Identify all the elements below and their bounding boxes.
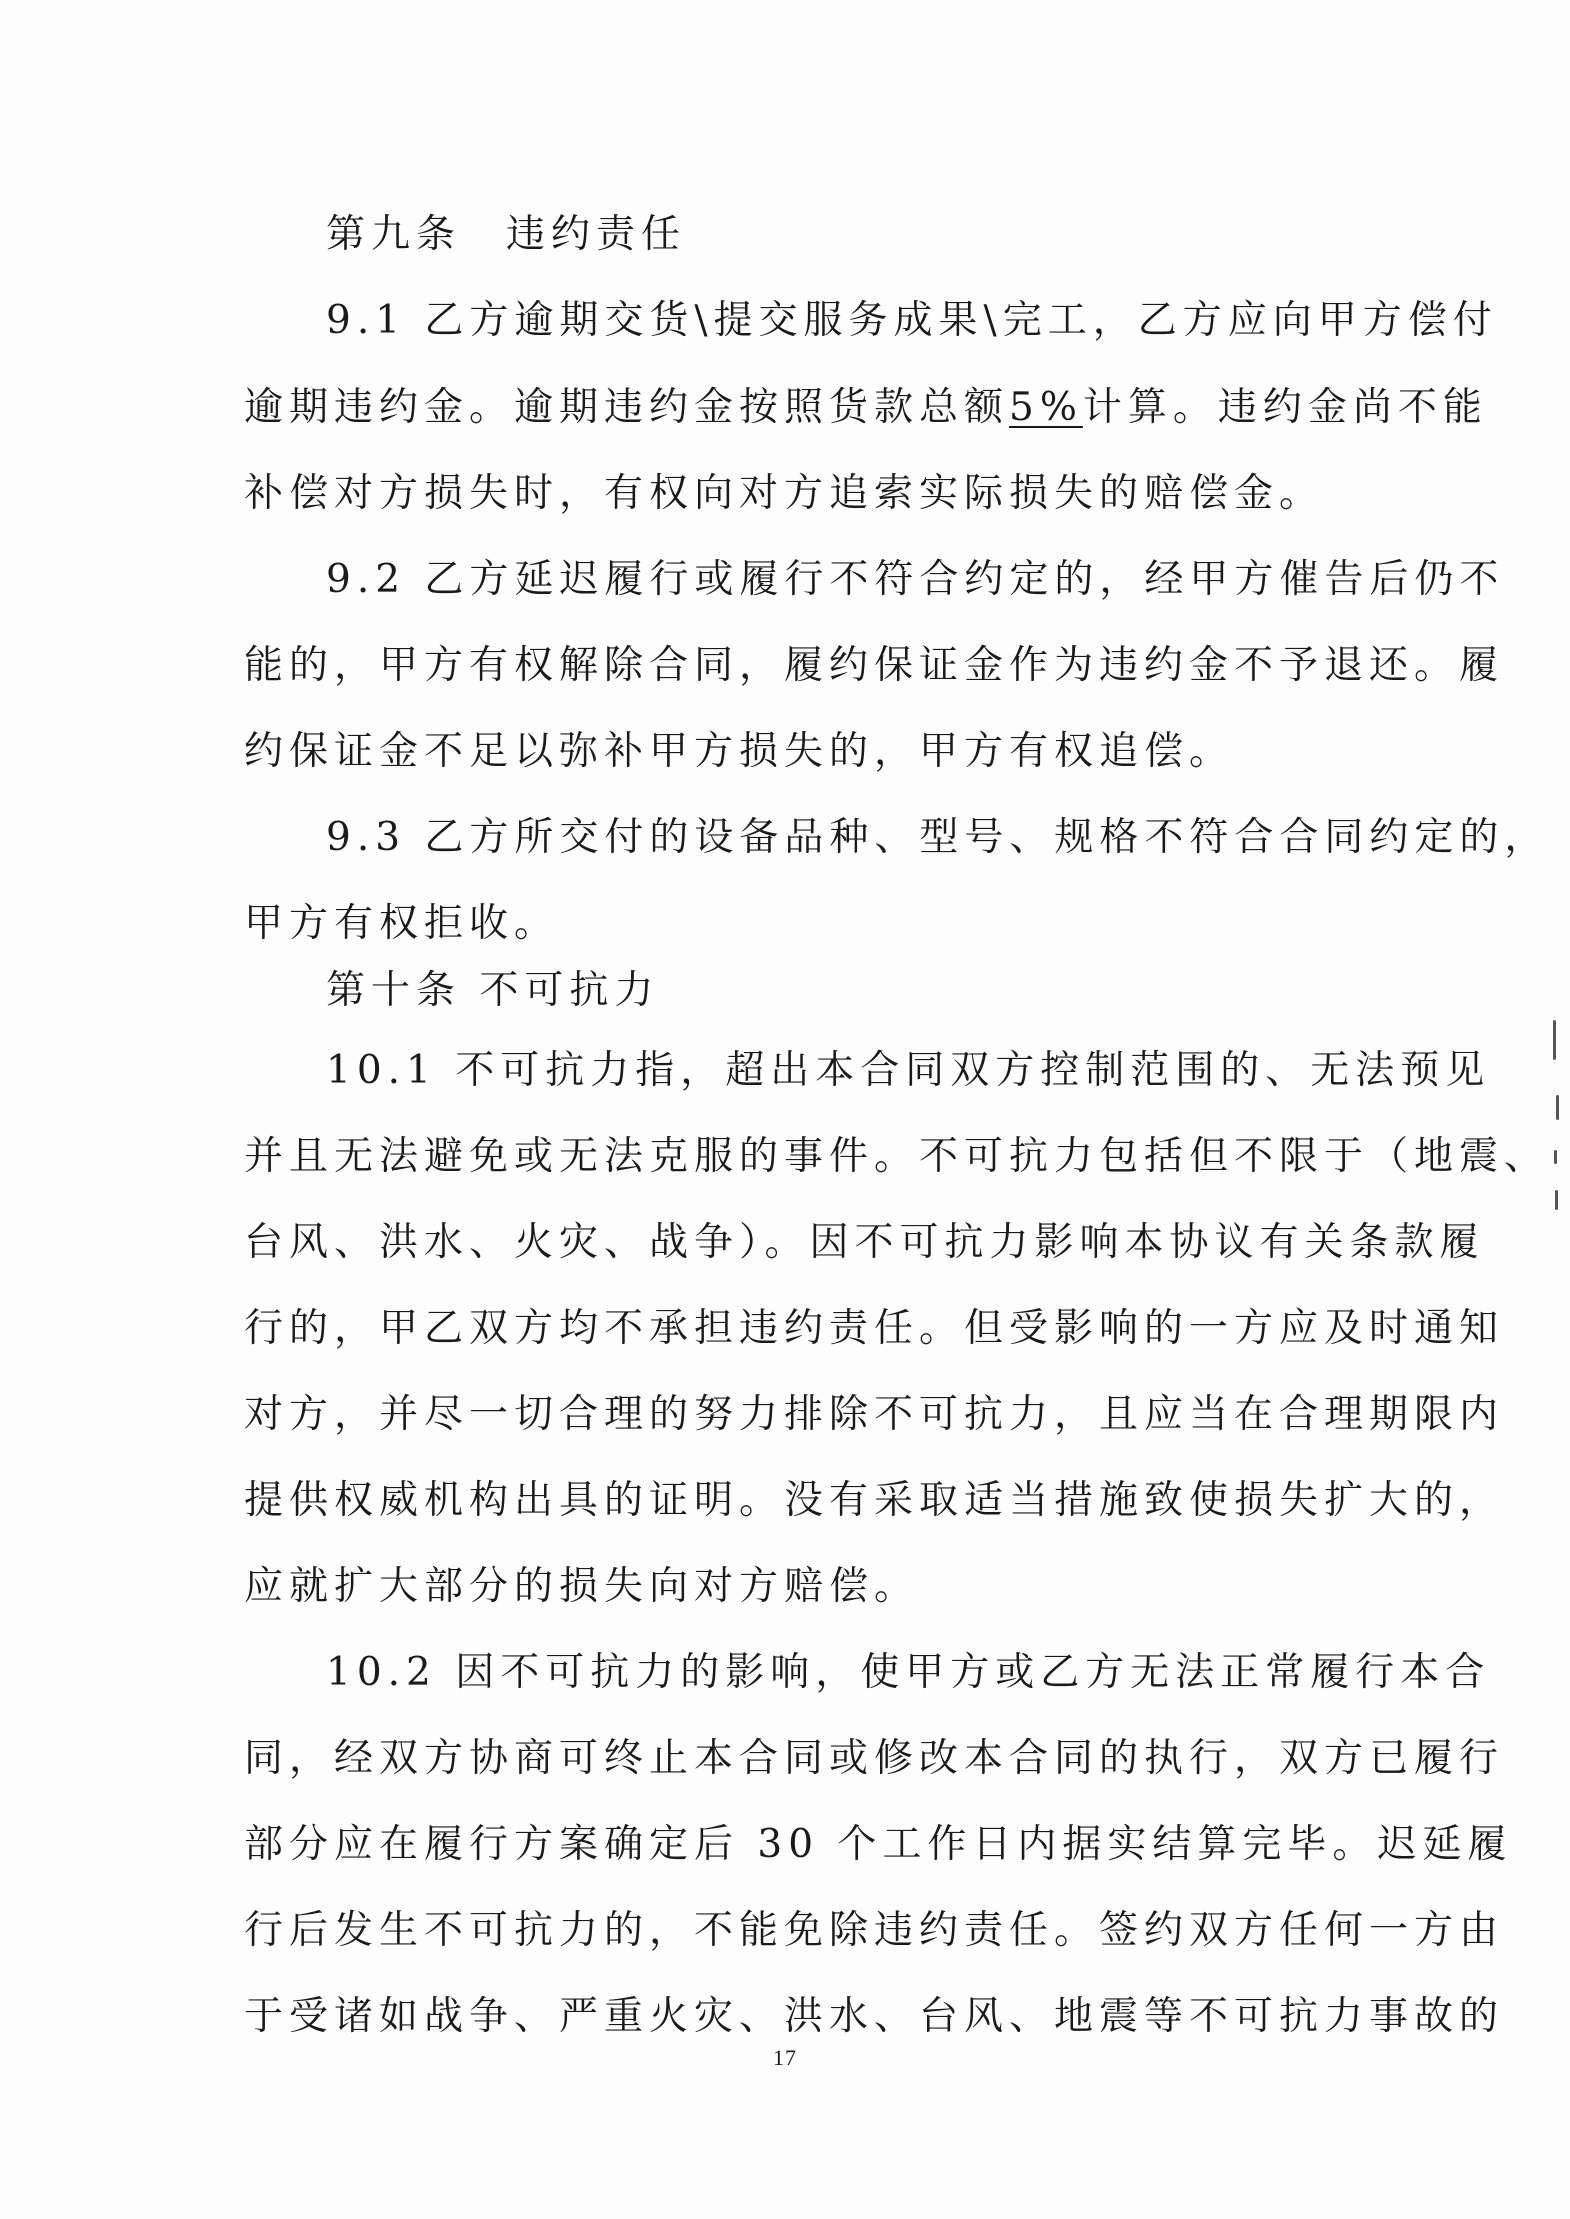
scan-artifact-mark (1555, 1190, 1558, 1210)
clause-10-1-line-2 (244, 1132, 1549, 1182)
text-line: 10.2 因不可抗力的影响，使甲方或乙方无法正常履行本合 (326, 1650, 1491, 1695)
clause-10-1-line-3 (244, 1218, 1485, 1268)
text-line: 计算。违约金尚不能 (1082, 385, 1488, 430)
text-line: 补偿对方损失时，有权向对方追索实际损失的赔偿金。 (244, 471, 1325, 516)
clause-10-1-line-1 (326, 1046, 1490, 1096)
clause-10-2-line-4 (244, 1906, 1504, 1956)
text-line: 行的，甲乙双方均不承担违约责任。但受影响的一方应及时通知 (244, 1306, 1505, 1351)
clause-10-1-line-4 (244, 1304, 1504, 1354)
clause-9-3-line-2 (244, 899, 559, 949)
section-10-heading (326, 966, 659, 1016)
clause-9-1-line-2 (244, 383, 1488, 433)
clause-10-1-line-6 (244, 1476, 1504, 1526)
text-line: 同，经双方协商可终止本合同或修改本合同的执行，双方已履行 (244, 1736, 1505, 1781)
text-line: 甲方有权拒收。 (244, 901, 560, 946)
text-line: 应就扩大部分的损失向对方赔偿。 (244, 1564, 920, 1609)
text-line: 提供权威机构出具的证明。没有采取适当措施致使损失扩大的， (244, 1478, 1505, 1523)
text-line: 9.2 乙方延迟履行或履行不符合约定的，经甲方催告后仍不 (326, 557, 1505, 602)
text-line: 第九条 违约责任 (326, 212, 687, 257)
text-line: 逾期违约金。逾期违约金按照货款总额 (244, 385, 1010, 430)
text-line: 对方，并尽一切合理的努力排除不可抗力，且应当在合理期限内 (244, 1392, 1505, 1437)
clause-9-2-line-2 (244, 641, 1504, 691)
clause-10-2-line-1 (326, 1648, 1490, 1698)
text-line: 台风、洪水、火灾、战争）。因不可抗力影响本协议有关条款履 (244, 1220, 1485, 1265)
scan-artifact-mark (1554, 1150, 1557, 1164)
underlined-percentage: 5% (1009, 385, 1083, 430)
clause-9-2-line-1 (326, 555, 1504, 605)
text-line: 部分应在履行方案确定后 30 个工作日内据实结算完毕。迟延履 (244, 1822, 1513, 1867)
text-line: 并且无法避免或无法克服的事件。不可抗力包括但不限于（地震、 (244, 1134, 1550, 1179)
clause-9-1-line-1 (326, 296, 1498, 346)
text-line: 于受诸如战争、严重火灾、洪水、台风、地震等不可抗力事故的 (244, 1994, 1505, 2039)
text-line: 9.1 乙方逾期交货\提交服务成果\完工，乙方应向甲方偿付 (326, 298, 1498, 343)
page-number: 17 (773, 2045, 797, 2070)
clause-10-1-line-7 (244, 1562, 919, 1612)
text-line: 第十条 不可抗力 (326, 968, 660, 1013)
text-line: 能的，甲方有权解除合同，履约保证金作为违约金不予退还。履 (244, 643, 1505, 688)
clause-9-3-line-1 (326, 813, 1549, 863)
clause-10-2-line-3 (244, 1820, 1512, 1870)
text-line: 10.1 不可抗力指，超出本合同双方控制范围的、无法预见 (326, 1048, 1491, 1093)
section-9-heading (326, 210, 686, 260)
clause-9-1-line-3 (244, 469, 1324, 519)
clause-9-2-line-3 (244, 727, 1234, 777)
clause-10-1-line-5 (244, 1390, 1504, 1440)
scan-artifact-mark (1556, 1095, 1559, 1120)
text-line: 行后发生不可抗力的，不能免除违约责任。签约双方任何一方由 (244, 1908, 1505, 1953)
clause-10-2-line-5 (244, 1992, 1504, 2042)
text-line: 约保证金不足以弥补甲方损失的，甲方有权追偿。 (244, 729, 1235, 774)
clause-10-2-line-2 (244, 1734, 1504, 1784)
text-line: 9.3 乙方所交付的设备品种、型号、规格不符合合同约定的， (326, 815, 1550, 860)
scan-artifact-mark (1553, 1020, 1556, 1060)
